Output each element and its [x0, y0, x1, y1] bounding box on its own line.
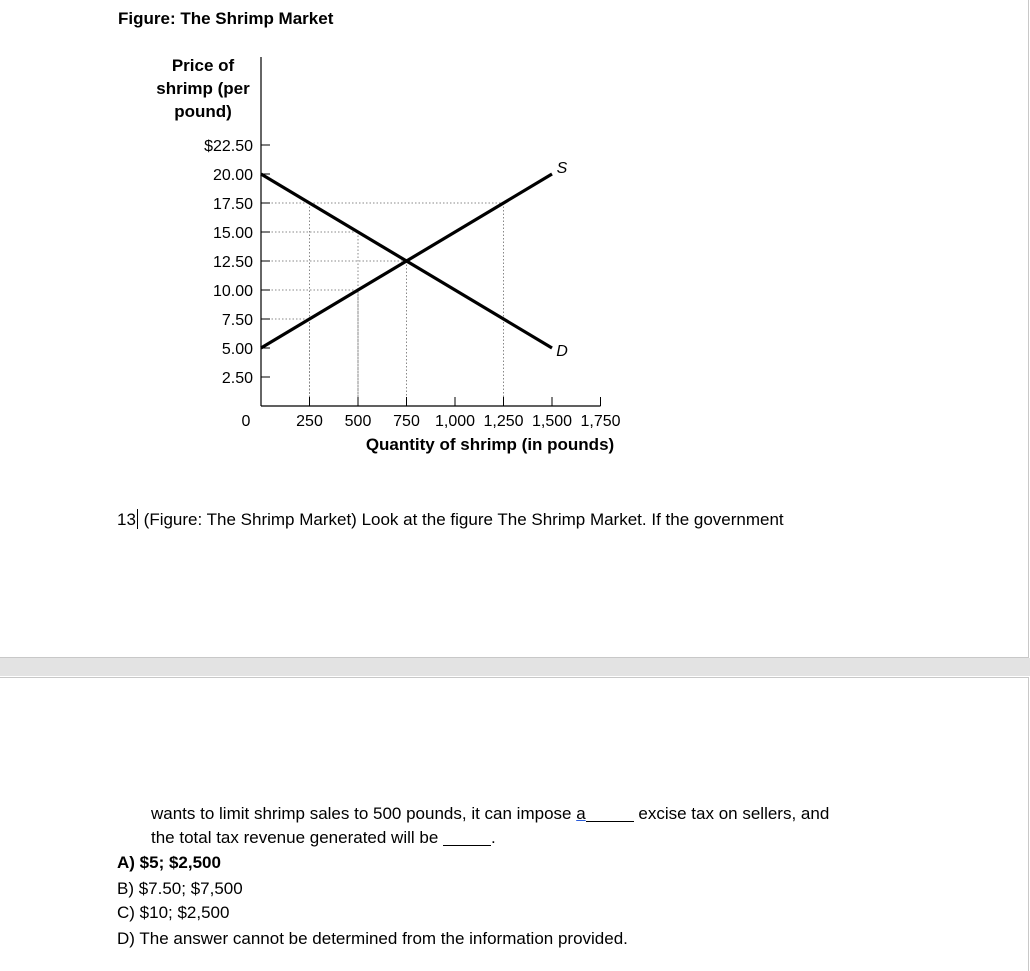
axes: [261, 57, 601, 406]
figure-title: Figure: The Shrimp Market: [118, 9, 334, 28]
question-number: 13: [117, 510, 136, 529]
question-text-part: wants to limit shrimp sales to 500 pounds, it can impose: [151, 804, 577, 823]
y-tick-label-0: 2.50: [221, 370, 253, 387]
y-tick-label-2: 7.50: [221, 312, 253, 329]
document-page-2: [0, 677, 1029, 971]
x-tick-label-0: 250: [296, 413, 323, 430]
x-tick-label-4: 1,250: [483, 413, 524, 430]
y-tick-label-3: 10.00: [212, 283, 253, 300]
option-c[interactable]: C) $10; $2,500: [117, 903, 230, 922]
question-intro-text: (Figure: The Shrimp Market) Look at the figure The Shrimp Market. If the government: [143, 510, 784, 529]
question-continuation-line-2: [151, 828, 496, 848]
y-tick-label-6: 17.50: [212, 196, 253, 213]
curves: [261, 160, 568, 360]
y-tick-label-7: 20.00: [212, 167, 253, 184]
x-tick-label-5: 1,500: [531, 413, 573, 430]
question-continuation-line-1: [151, 804, 829, 824]
x-ticks: [296, 397, 620, 430]
option-a[interactable]: A) $5; $2,500: [117, 853, 221, 872]
page-separator: [0, 658, 1030, 676]
y-axis-label: [156, 56, 250, 121]
question-intro: [117, 509, 784, 530]
x-tick-label-1: 500: [344, 413, 372, 430]
blank-2: [443, 828, 491, 846]
blank-1: [586, 804, 634, 822]
origin-label: 0: [241, 413, 251, 430]
text-cursor: [137, 509, 138, 529]
question-text-part: excise tax on sellers, and: [633, 804, 830, 823]
option-d[interactable]: D) The answer cannot be determined from the information provided.: [117, 929, 628, 948]
x-tick-label-2: 750: [393, 413, 420, 430]
x-tick-label-3: 1,000: [434, 413, 476, 430]
article-word: a: [576, 804, 586, 823]
x-axis-label: Quantity of shrimp (in pounds): [365, 435, 615, 454]
y-ticks: [204, 138, 270, 430]
y-axis-label-line-2: pound): [174, 102, 232, 121]
y-tick-label-8: $22.50: [204, 138, 253, 155]
x-tick-label-6: 1,750: [580, 413, 621, 430]
guide-lines: [261, 203, 504, 406]
curve-label-d: D: [556, 343, 568, 360]
question-text-part: the total tax revenue generated will be: [151, 828, 444, 847]
curve-label-s: S: [556, 160, 568, 177]
option-b[interactable]: B) $7.50; $7,500: [117, 879, 243, 898]
y-tick-label-5: 15.00: [212, 225, 253, 242]
question-text-end: .: [491, 828, 496, 847]
y-tick-label-4: 12.50: [212, 254, 253, 271]
y-axis-label-line-0: Price of: [171, 56, 235, 75]
y-tick-label-1: 5.00: [221, 341, 253, 358]
y-axis-label-line-1: shrimp (per: [156, 79, 250, 98]
